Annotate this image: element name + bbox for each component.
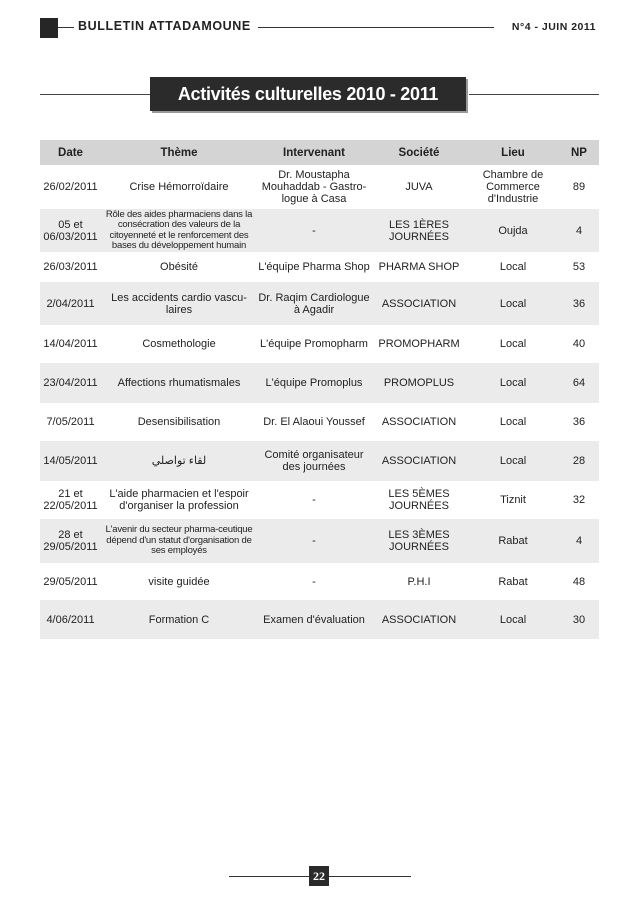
table-row — [40, 563, 599, 600]
table-row — [40, 441, 599, 481]
cell-societe: PROMOPHARM — [378, 338, 460, 350]
cell-societe: JUVA — [405, 181, 433, 193]
header-rule-left — [58, 27, 74, 28]
cell-theme: Crise Hémorroïdaire — [129, 181, 229, 193]
column-header-np: NP — [559, 140, 599, 165]
table-row — [40, 363, 599, 403]
activities-table — [40, 140, 599, 639]
cell-lieu: Local — [499, 455, 527, 467]
cell-intervenant: L'équipe Promoplus — [265, 377, 363, 389]
column-header-intervenant: Intervenant — [257, 140, 371, 165]
cell-theme: Desensibilisation — [137, 416, 221, 428]
cell-lieu: Local — [499, 297, 527, 310]
cell-societe: P.H.I — [407, 575, 431, 588]
page-number: 22 — [309, 866, 329, 886]
cell-societe: LES 1ÈRES JOURNÉES — [389, 218, 449, 243]
cell-theme: Affections rhumatismales — [117, 377, 241, 389]
cell-societe: LES 3ÈMES JOURNÉES — [388, 529, 450, 553]
cell-intervenant: Dr. El Alaoui Youssef — [263, 416, 365, 428]
table-row — [40, 165, 599, 209]
table-row — [40, 252, 599, 282]
cell-societe: ASSOCIATION — [381, 297, 457, 310]
cell-np: 40 — [572, 338, 586, 350]
header-block-mark — [40, 18, 58, 38]
cell-np: 89 — [572, 181, 586, 193]
cell-date: 26/02/2011 — [43, 181, 98, 193]
cell-intervenant: - — [312, 575, 316, 588]
cell-date: 2/04/2011 — [46, 297, 95, 310]
table-row — [40, 481, 599, 519]
cell-theme: لقاء تواصلي — [151, 455, 207, 467]
cell-intervenant: Dr. Moustapha Mouhaddab - Gastro-logue à Casa — [261, 169, 367, 205]
cell-lieu: Rabat — [498, 575, 528, 588]
header-rule-middle — [258, 27, 494, 28]
publication-title: BULLETIN ATTADAMOUNE — [78, 19, 251, 33]
cell-theme: Obésité — [160, 261, 198, 273]
column-header-lieu: Lieu — [467, 140, 559, 165]
cell-np: 36 — [572, 297, 586, 310]
cell-date: 21 et 22/05/2011 — [43, 488, 98, 512]
cell-theme: Les accidents cardio vascu-laires — [111, 291, 247, 316]
cell-theme: Cosmethologie — [142, 338, 216, 350]
section-title: Activités culturelles 2010 - 2011 — [177, 83, 439, 104]
cell-np: 36 — [572, 416, 586, 428]
cell-theme: Rôle des aides pharmaciens dans la consécration des valeurs de la citoyenneté et le renforcement des bases du développement humain — [105, 208, 253, 251]
cell-intervenant: - — [312, 535, 316, 547]
section-title-box — [150, 77, 466, 111]
cell-theme: L'avenir du secteur pharma-ceutique dépend d'un statut d'organisation de ses employés — [105, 524, 253, 557]
cell-lieu: Local — [499, 416, 527, 428]
cell-date: 26/03/2011 — [43, 261, 98, 273]
cell-date: 7/05/2011 — [46, 416, 95, 428]
cell-np: 64 — [572, 377, 586, 389]
cell-lieu: Rabat — [498, 535, 528, 547]
cell-np: 4 — [575, 224, 583, 237]
column-header-societe: Société — [371, 140, 467, 165]
cell-theme: Formation C — [148, 613, 210, 626]
column-header-date: Date — [40, 140, 101, 165]
issue-label: N°4 - JUIN 2011 — [511, 21, 596, 33]
cell-intervenant: - — [312, 494, 316, 506]
table-row — [40, 519, 599, 563]
cell-theme: L'aide pharmacien et l'espoir d'organiser la profession — [109, 488, 249, 512]
table-row — [40, 325, 599, 363]
cell-lieu: Tiznit — [500, 494, 526, 506]
column-header-theme: Thème — [101, 140, 257, 165]
cell-societe: LES 5ÈMES JOURNÉES — [388, 488, 450, 512]
cell-intervenant: L'équipe Pharma Shop — [258, 261, 370, 273]
cell-np: 28 — [572, 455, 586, 467]
cell-societe: ASSOCIATION — [381, 613, 457, 626]
table-row — [40, 209, 599, 252]
cell-date: 23/04/2011 — [43, 377, 98, 389]
cell-np: 53 — [572, 261, 586, 273]
title-rule-right — [469, 94, 599, 95]
cell-societe: ASSOCIATION — [381, 416, 457, 428]
cell-date: 29/05/2011 — [43, 575, 98, 588]
cell-date: 4/06/2011 — [46, 613, 95, 626]
cell-lieu: Local — [499, 377, 527, 389]
cell-date: 14/05/2011 — [43, 455, 98, 467]
cell-date: 14/04/2011 — [43, 338, 98, 350]
cell-societe: PHARMA SHOP — [378, 261, 460, 273]
table-row — [40, 403, 599, 441]
cell-intervenant: Dr. Raqim Cardiologue à Agadir — [258, 291, 370, 316]
table-row — [40, 600, 599, 639]
cell-theme: visite guidée — [148, 575, 210, 588]
table-row — [40, 282, 599, 325]
cell-np: 4 — [575, 535, 583, 547]
cell-lieu: Local — [499, 613, 527, 626]
cell-intervenant: L'équipe Promopharm — [260, 338, 368, 350]
cell-lieu: Local — [499, 338, 527, 350]
title-rule-left — [40, 94, 150, 95]
cell-date: 28 et 29/05/2011 — [43, 529, 98, 553]
cell-intervenant: - — [312, 224, 316, 237]
cell-date: 05 et 06/03/2011 — [43, 218, 98, 243]
cell-lieu: Local — [499, 261, 527, 273]
cell-societe: PROMOPLUS — [383, 377, 455, 389]
cell-np: 48 — [572, 575, 586, 588]
footer-rule-right — [329, 876, 411, 877]
cell-np: 32 — [572, 494, 586, 506]
table-header-row — [40, 140, 599, 165]
cell-lieu: Chambre de Commerce d'Industrie — [482, 169, 544, 205]
cell-np: 30 — [572, 613, 586, 626]
cell-intervenant: Comité organisateur des journées — [264, 449, 364, 473]
cell-societe: ASSOCIATION — [381, 455, 457, 467]
cell-intervenant: Examen d'évaluation — [263, 613, 365, 626]
footer-rule-left — [229, 876, 309, 877]
cell-lieu: Oujda — [498, 224, 528, 237]
